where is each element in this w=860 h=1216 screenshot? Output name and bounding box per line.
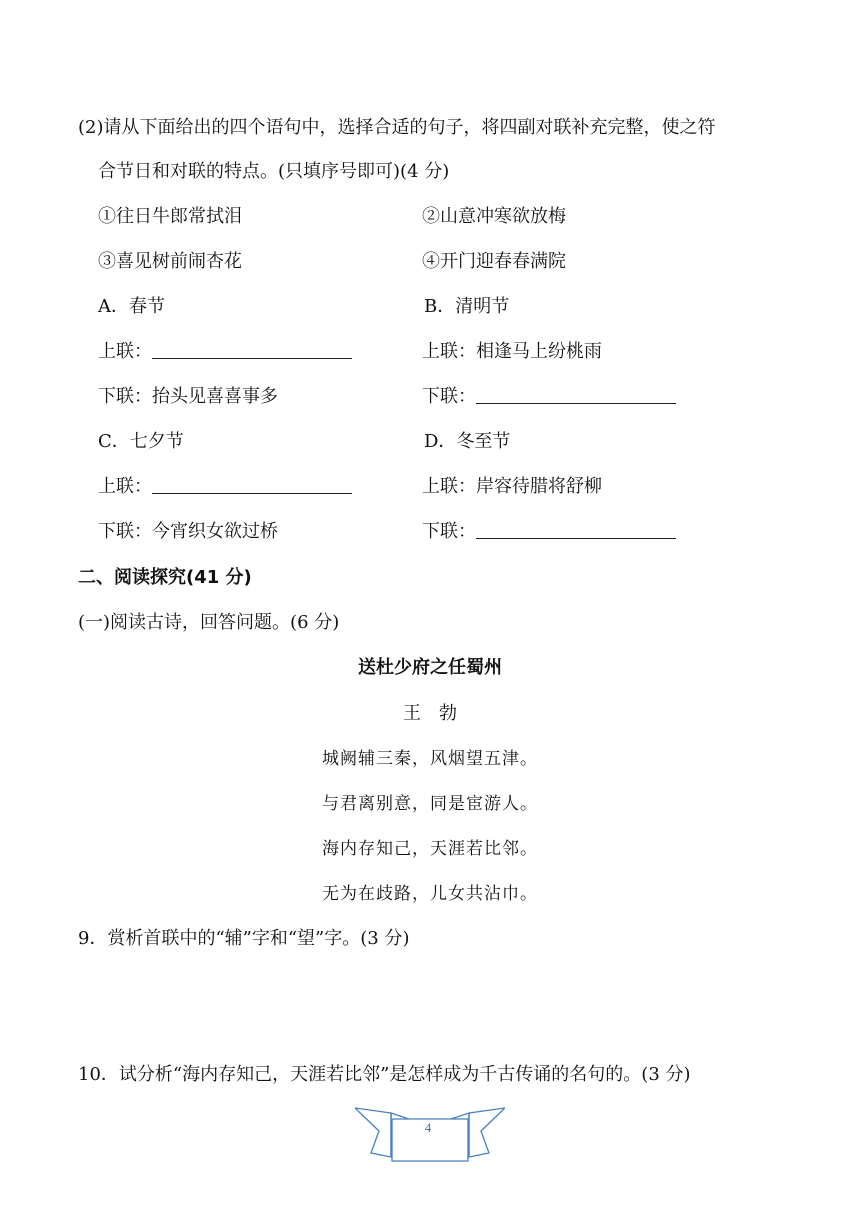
couplet-a-upper-label: 上联： — [98, 341, 152, 362]
poem-line-3: 海内存知己，天涯若比邻。 — [322, 839, 538, 859]
section-2-subheading: (一)阅读古诗，回答问题。(6 分) — [78, 612, 340, 633]
couplet-b-lower-label: 下联： — [422, 386, 476, 407]
couplet-d-lower-label: 下联： — [422, 521, 476, 542]
couplet-c-upper — [98, 475, 352, 499]
couplet-c-lower: 下联：今宵织女欲过桥 — [98, 521, 278, 542]
couplet-c-title: C．七夕节 — [98, 431, 184, 452]
page-number: 4 — [424, 1120, 432, 1135]
couplet-d-title: D．冬至节 — [424, 431, 511, 452]
poem-line-2: 与君离别意，同是宦游人。 — [322, 794, 538, 814]
poem-title: 送杜少府之任蜀州 — [358, 657, 502, 678]
couplet-b-title: B．清明节 — [424, 296, 510, 317]
couplet-c-upper-label: 上联： — [98, 476, 152, 497]
couplet-d-lower — [422, 520, 676, 544]
couplet-d-upper: 上联：岸容待腊将舒柳 — [422, 476, 602, 497]
couplet-a-lower: 下联：抬头见喜喜事多 — [98, 386, 278, 407]
question-2-prompt-line2: 合节日和对联的特点。(只填序号即可)(4 分) — [98, 161, 450, 182]
answer-blank-b-lower[interactable] — [476, 385, 676, 404]
couplet-b-lower — [422, 385, 676, 409]
question-2-prompt-line1: (2)请从下面给出的四个语句中，选择合适的句子，将四副对联补充完整，使之符 — [78, 117, 716, 138]
option-3: ③喜见树前闹杏花 — [98, 251, 242, 272]
poem-author: 王 勃 — [403, 703, 457, 724]
couplet-b-upper: 上联：相逢马上纷桃雨 — [422, 341, 602, 362]
answer-blank-a-upper[interactable] — [152, 340, 352, 359]
poem-line-1: 城阙辅三秦，风烟望五津。 — [322, 749, 538, 769]
question-9: 9．赏析首联中的“辅”字和“望”字。(3 分) — [78, 928, 410, 949]
question-10: 10．试分析“海内存知己，天涯若比邻”是怎样成为千古传诵的名句的。(3 分) — [78, 1064, 691, 1085]
couplet-a-title: A．春节 — [98, 296, 165, 317]
option-1: ①往日牛郎常拭泪 — [98, 206, 242, 227]
answer-blank-c-upper[interactable] — [152, 475, 352, 494]
poem-line-4: 无为在歧路，儿女共沾巾。 — [322, 884, 538, 904]
couplet-a-upper — [98, 340, 352, 364]
option-4: ④开门迎春春满院 — [422, 251, 566, 272]
option-2: ②山意冲寒欲放梅 — [422, 206, 566, 227]
answer-blank-d-lower[interactable] — [476, 520, 676, 539]
section-2-heading: 二、阅读探究(41 分) — [78, 567, 252, 588]
